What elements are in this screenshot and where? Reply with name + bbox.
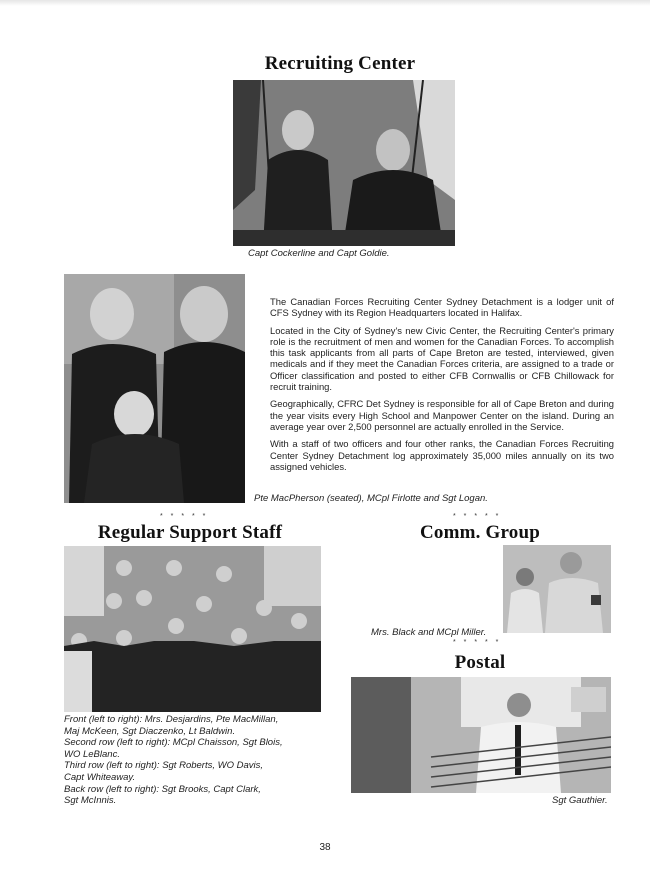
caption-line: Third row (left to right): Sgt Roberts, WO Davis, <box>64 760 264 772</box>
caption-line: Front (left to right): Mrs. Desjardins, Pte MacMillan, <box>64 714 279 725</box>
caption-line: Sgt McInnis. <box>64 795 117 807</box>
detachment-photo <box>64 274 245 503</box>
regular-support-staff-photo <box>64 546 321 712</box>
detachment-paragraph: Geographically, CFRC Det Sydney is responsible for all of Cape Breton and during the year visits every High School and Manpower Center on the island. During an average year over 2,500 personnel are actually enrolled in the Service. <box>270 398 614 432</box>
postal-heading: Postal <box>454 652 506 673</box>
detachment-paragraph: The Canadian Forces Recruiting Center Sydney Detachment is a lodger unit of CFS Sydney with its Region Headquarters located in Halifax. <box>270 296 614 319</box>
caption-line: Maj McKeen, Sgt Diaczenko, Lt Baldwin. <box>64 725 236 737</box>
detachment-paragraph: Located in the City of Sydney's new Civic Center, the Recruiting Center's primary role is the recruitment of men and women for the Canadian Forces. To accomplish this task applicants from all parts of Cape Breton are tested, interviewed, given medicals and if they meet the Canadian Forces criteria, are assigned to a trade or Officer classification and posted to either CFB Cornwallis or CFB Chillowack for recruit training. <box>270 324 614 393</box>
comm-group-photo <box>503 545 611 633</box>
comm-group-caption: Mrs. Black and MCpl Miller. <box>371 627 487 638</box>
separator-left: * * * * * <box>160 513 209 520</box>
regular-support-staff-heading: Regular Support Staff <box>97 522 283 543</box>
caption-line: Back row (left to right): Sgt Brooks, Capt Clark, <box>64 783 261 795</box>
caption-line: Second row (left to right): MCpl Chaisson, Sgt Blois, <box>64 737 283 749</box>
postal-caption: Sgt Gauthier. <box>552 795 608 806</box>
page-number: 38 <box>319 842 331 853</box>
caption-line: WO LeBlanc. <box>64 748 120 760</box>
detachment-body-text <box>270 296 614 478</box>
separator-right-2: * * * * * <box>453 639 502 646</box>
page-top-edge <box>0 0 650 6</box>
separator-right-1: * * * * * <box>453 513 502 520</box>
comm-group-heading: Comm. Group <box>419 522 541 543</box>
recruiting-center-heading: Recruiting Center <box>264 53 416 74</box>
detachment-paragraph: With a staff of two officers and four other ranks, the Canadian Forces Recruiting Center Sydney Detachment log approximately 35,000 miles annually on its two assigned vehicles. <box>270 438 614 472</box>
recruiting-center-caption: Capt Cockerline and Capt Goldie. <box>248 248 390 259</box>
postal-photo <box>351 677 611 793</box>
caption-line: Capt Whiteaway. <box>64 771 136 783</box>
regular-support-staff-caption <box>64 714 324 807</box>
detachment-caption: Pte MacPherson (seated), MCpl Firlotte and Sgt Logan. <box>254 493 488 504</box>
recruiting-center-photo <box>233 80 455 246</box>
